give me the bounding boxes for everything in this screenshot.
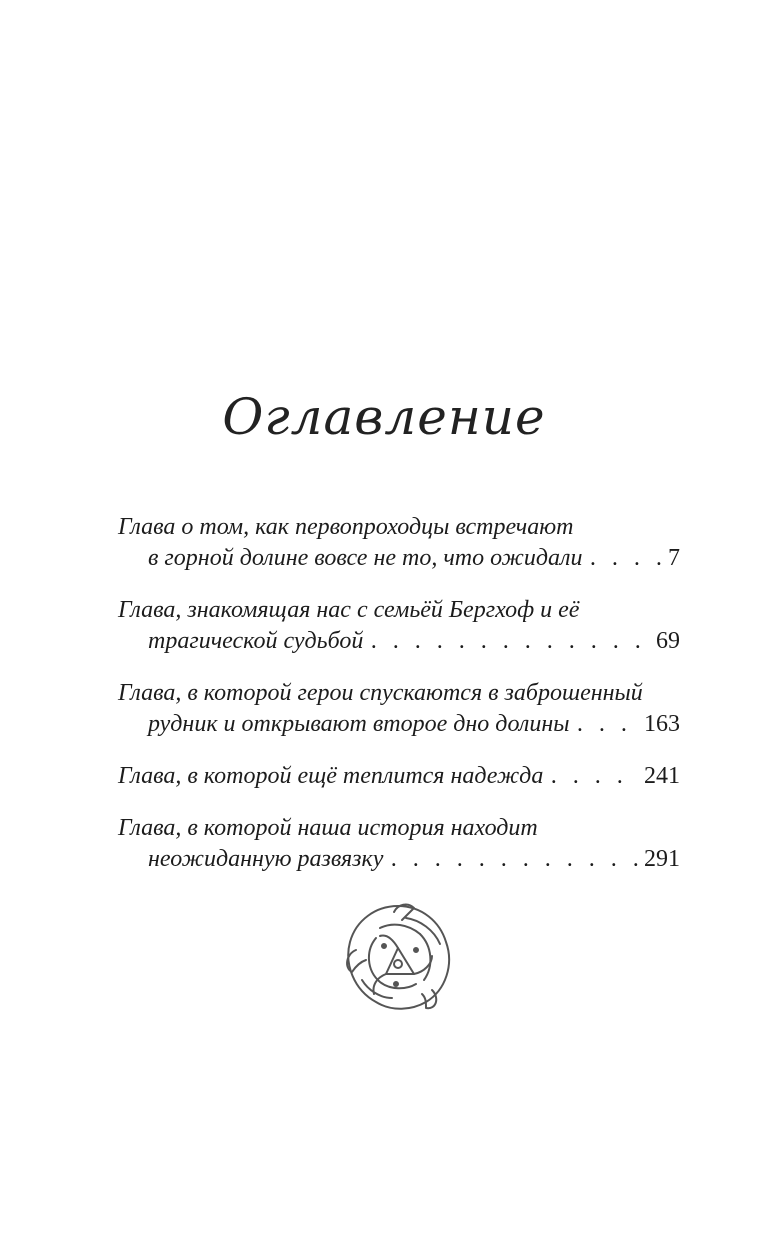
toc-entry-title: Глава, в которой ещё теплится надежда xyxy=(118,763,544,789)
toc-entry-5[interactable] xyxy=(118,813,680,875)
toc-entry-1[interactable] xyxy=(118,512,680,574)
dot-leader xyxy=(371,626,650,657)
dot-leader xyxy=(551,761,638,792)
toc-entry-title-line-1: Глава о том, как первопроходцы встречают xyxy=(118,514,574,540)
toc-entry-4[interactable] xyxy=(118,761,680,792)
toc-page-number: 241 xyxy=(644,763,680,789)
toc-page-number: 163 xyxy=(644,711,680,737)
toc-entry-title-line-2: в горной долине вовсе не то, что ожидали xyxy=(148,545,583,571)
toc-entry-3[interactable] xyxy=(118,678,680,740)
toc-entry-title-line-1: Глава, в которой герои спускаются в заброшенный xyxy=(118,680,643,706)
toc-entry-title-line-2: рудник и открывают второе дно долины xyxy=(148,711,570,737)
dot-leader xyxy=(590,543,662,574)
dot-leader xyxy=(391,844,638,875)
toc-entry-title-line-2: трагической судьбой xyxy=(148,628,364,654)
toc-entry-title-line-1: Глава, в которой наша история находит xyxy=(118,815,538,841)
dot-leader xyxy=(577,709,638,740)
toc-entry-2[interactable] xyxy=(118,595,680,657)
table-of-contents xyxy=(118,512,680,896)
toc-page-number: 7 xyxy=(668,545,680,571)
toc-page-number: 291 xyxy=(644,846,680,872)
three-hares-ornament-icon xyxy=(336,898,460,1018)
toc-entry-title-line-2: неожиданную развязку xyxy=(148,846,384,872)
toc-entry-title-line-1: Глава, знакомящая нас с семьёй Бергхоф и её xyxy=(118,597,580,623)
page-title: Оглавление xyxy=(222,388,546,446)
toc-page-number: 69 xyxy=(656,628,680,654)
